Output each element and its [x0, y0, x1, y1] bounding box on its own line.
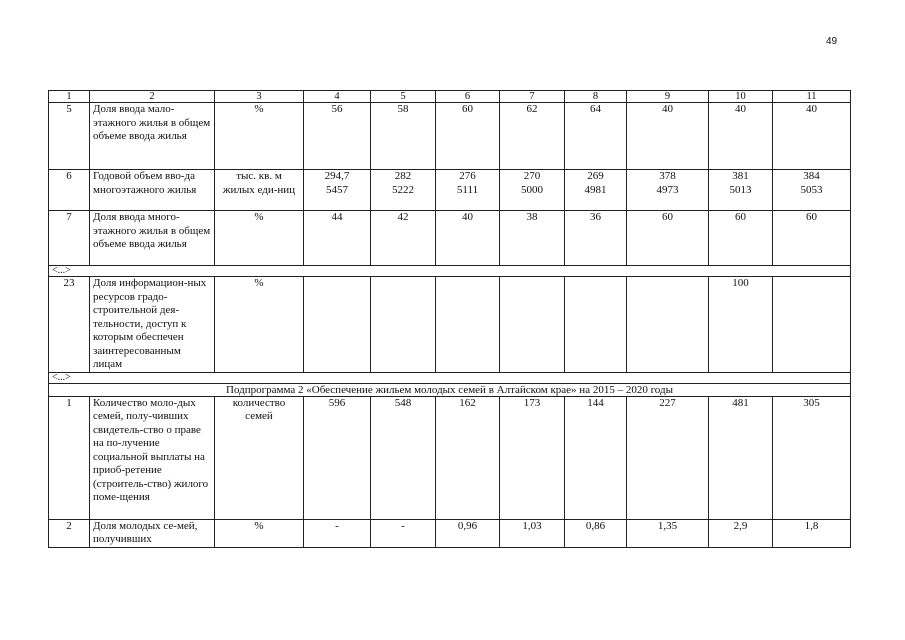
header-cell: 2: [90, 91, 215, 103]
unit-line: жилых еди-ниц: [222, 183, 296, 196]
table-row: [49, 277, 851, 373]
value-line: 5111: [456, 183, 479, 196]
value-cell: 40: [436, 211, 500, 266]
value-cell: [436, 277, 500, 373]
value-cell: [304, 170, 371, 211]
column-number-row: [49, 91, 851, 103]
omission-row: [49, 372, 851, 383]
value-line: 384: [803, 170, 820, 182]
value-cell: 64: [565, 103, 627, 170]
value-cell: [627, 277, 709, 373]
value-cell: 596: [304, 396, 371, 519]
value-cell: 1,03: [500, 519, 565, 547]
value-cell: -: [371, 519, 436, 547]
value-line: 5000: [521, 183, 543, 196]
header-cell: 5: [371, 91, 436, 103]
omission-marker: <...>: [49, 372, 851, 383]
value-cell: [436, 170, 500, 211]
value-cell: [304, 277, 371, 373]
header-cell: 8: [565, 91, 627, 103]
value-line: 5222: [392, 183, 414, 196]
value-cell: -: [304, 519, 371, 547]
value-cell: [773, 277, 851, 373]
header-cell: 9: [627, 91, 709, 103]
header-cell: 6: [436, 91, 500, 103]
value-cell: [500, 170, 565, 211]
indicator-name: Годовой объем вво-да многоэтажного жилья: [90, 170, 215, 211]
unit-line: тыс. кв. м: [236, 170, 282, 182]
value-cell: 305: [773, 396, 851, 519]
value-cell: 58: [371, 103, 436, 170]
value-line: 282: [394, 170, 412, 182]
unit: %: [215, 277, 304, 373]
unit: [215, 170, 304, 211]
value-cell: [709, 170, 773, 211]
value-cell: 38: [500, 211, 565, 266]
value-cell: 44: [304, 211, 371, 266]
value-line: 294,7: [324, 170, 350, 182]
value-cell: 60: [773, 211, 851, 266]
value-line: 270: [523, 170, 541, 182]
omission-row: [49, 266, 851, 277]
value-line: 378: [659, 170, 676, 182]
indicator-name: Количество моло-дых семей, полу-чивших свидетель-ство о праве на по-лучение социальной выплаты на приоб-ретение (строитель-ство) жилого поме-щения: [90, 396, 215, 519]
value-cell: [371, 277, 436, 373]
omission-marker: <...>: [49, 266, 851, 277]
indicator-name: Доля ввода много-этажного жилья в общем объеме ввода жилья: [90, 211, 215, 266]
table-row: [49, 519, 851, 547]
value-cell: 40: [773, 103, 851, 170]
value-cell: 36: [565, 211, 627, 266]
value-cell: 0,96: [436, 519, 500, 547]
value-cell: [773, 170, 851, 211]
header-cell: 3: [215, 91, 304, 103]
row-number: 6: [49, 170, 90, 211]
value-cell: 62: [500, 103, 565, 170]
unit: %: [215, 211, 304, 266]
row-number: 1: [49, 396, 90, 519]
value-cell: 40: [709, 103, 773, 170]
value-line: 5053: [800, 183, 823, 196]
subprogram-title: Подпрограмма 2 «Обеспечение жильем молодых семей в Алтайском крае» на 2015 – 2020 годы: [49, 383, 851, 396]
table-row: [49, 211, 851, 266]
table-row: [49, 170, 851, 211]
value-cell: 162: [436, 396, 500, 519]
table-row: [49, 103, 851, 170]
value-cell: 481: [709, 396, 773, 519]
value-cell: 42: [371, 211, 436, 266]
value-line: 276: [459, 170, 476, 182]
unit: количество семей: [215, 396, 304, 519]
header-cell: 10: [709, 91, 773, 103]
value-cell: 144: [565, 396, 627, 519]
value-cell: 1,8: [773, 519, 851, 547]
header-cell: 1: [49, 91, 90, 103]
row-number: 7: [49, 211, 90, 266]
value-cell: 56: [304, 103, 371, 170]
value-cell: [565, 170, 627, 211]
subprogram-row: [49, 383, 851, 396]
value-cell: 100: [709, 277, 773, 373]
row-number: 23: [49, 277, 90, 373]
value-line: 269: [587, 170, 604, 182]
value-cell: 1,35: [627, 519, 709, 547]
header-cell: 7: [500, 91, 565, 103]
header-cell: 4: [304, 91, 371, 103]
row-number: 5: [49, 103, 90, 170]
value-cell: 60: [627, 211, 709, 266]
value-line: 4973: [656, 183, 679, 196]
indicator-name: Доля ввода мало-этажного жилья в общем объеме ввода жилья: [90, 103, 215, 170]
value-cell: [371, 170, 436, 211]
value-line: 5013: [729, 183, 752, 196]
row-number: 2: [49, 519, 90, 547]
value-line: 4981: [584, 183, 607, 196]
value-cell: 173: [500, 396, 565, 519]
value-cell: [627, 170, 709, 211]
value-cell: [565, 277, 627, 373]
table-row: [49, 396, 851, 519]
value-cell: 40: [627, 103, 709, 170]
indicator-name: Доля молодых се-мей, получивших: [90, 519, 215, 547]
value-cell: 60: [709, 211, 773, 266]
value-cell: 548: [371, 396, 436, 519]
page-number: 49: [826, 36, 838, 47]
value-cell: 60: [436, 103, 500, 170]
unit: %: [215, 103, 304, 170]
indicators-table: [48, 90, 851, 548]
value-cell: 227: [627, 396, 709, 519]
header-cell: 11: [773, 91, 851, 103]
unit: %: [215, 519, 304, 547]
value-line: 381: [732, 170, 749, 182]
indicator-name: Доля информацион-ных ресурсов градо-строительной дея-тельности, доступ к которым обеспечен заинтересованным лицам: [90, 277, 215, 373]
value-cell: 2,9: [709, 519, 773, 547]
value-cell: [500, 277, 565, 373]
value-line: 5457: [326, 183, 348, 196]
value-cell: 0,86: [565, 519, 627, 547]
